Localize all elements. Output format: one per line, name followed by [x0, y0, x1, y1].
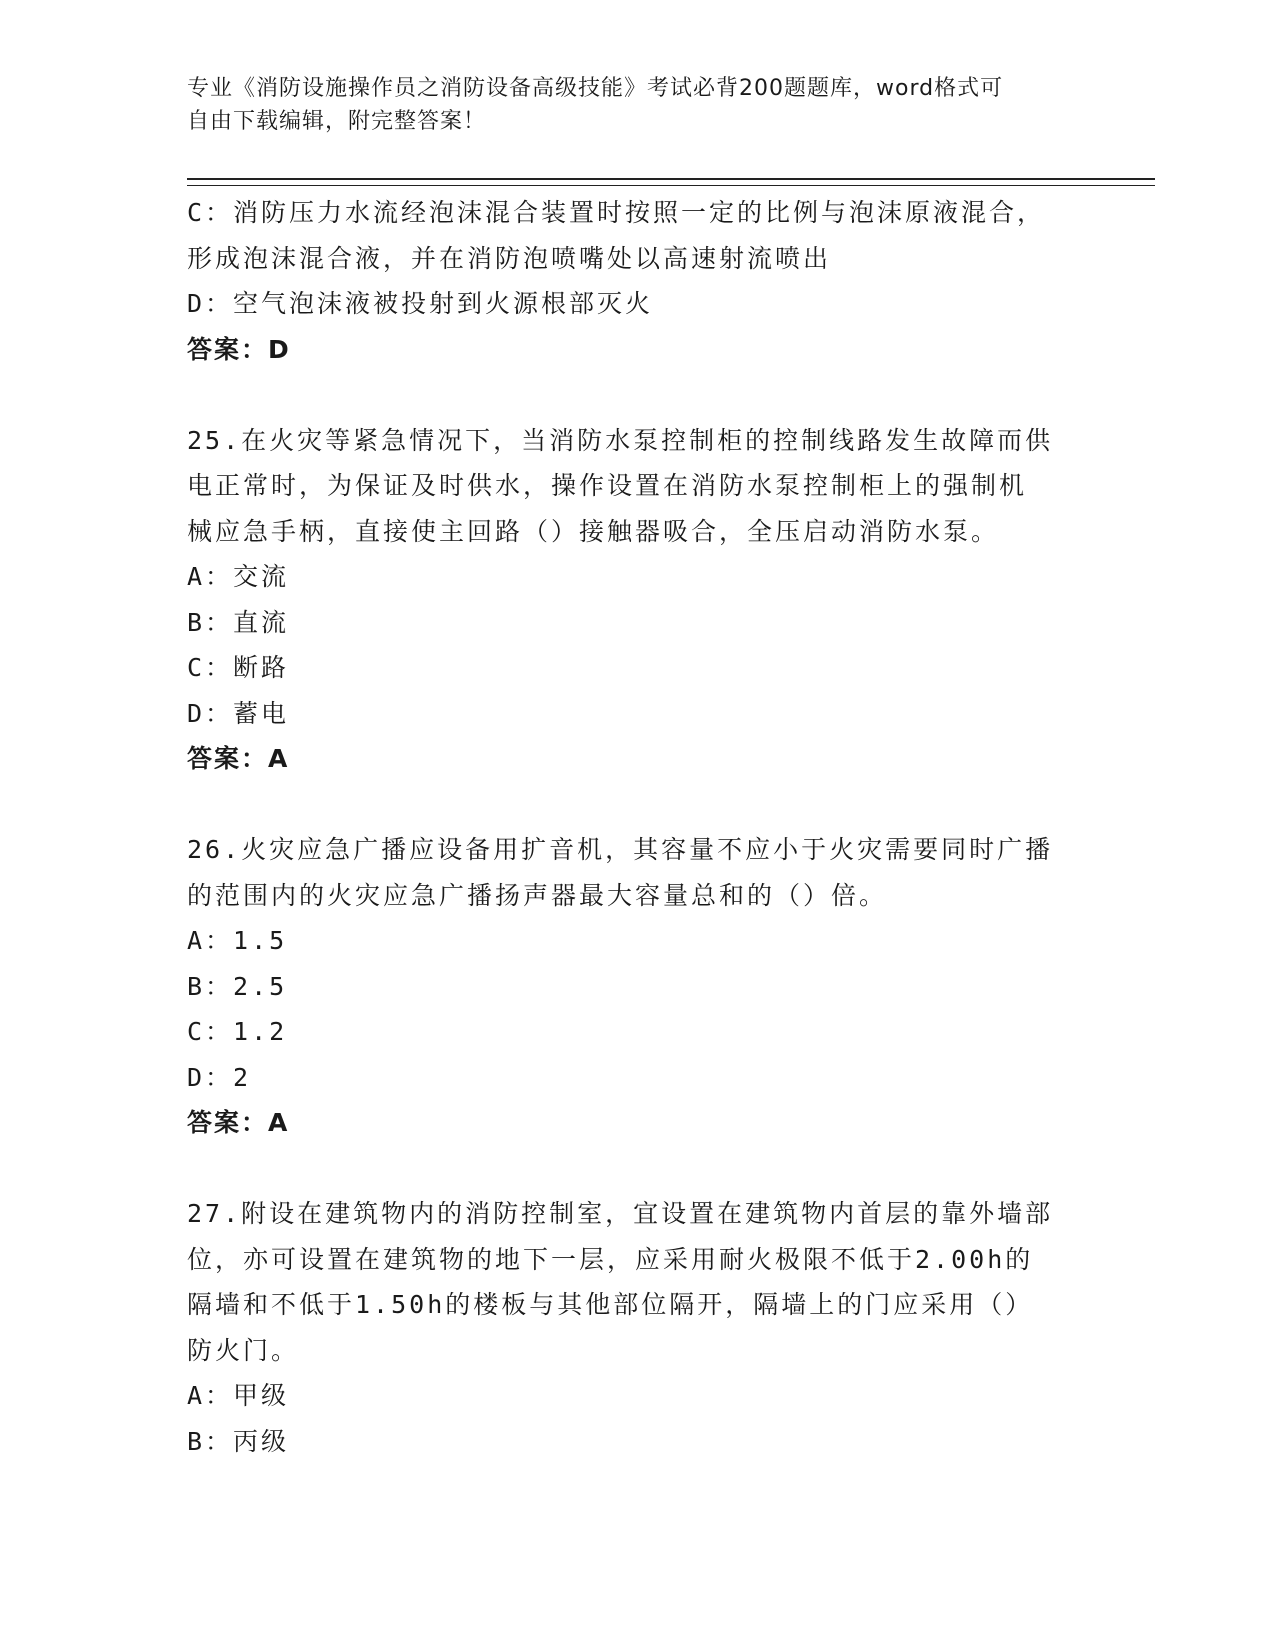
option-c-line-1: C：消防压力水流经泡沫混合装置时按照一定的比例与泡沫原液混合， — [187, 198, 1046, 227]
option-c: C：断路 — [187, 653, 290, 682]
option-d: D：2 — [187, 1062, 252, 1092]
answer: 答案：A — [187, 744, 290, 773]
spacer — [187, 372, 1087, 418]
option-d: D：蓄电 — [187, 698, 290, 728]
spacer — [187, 1146, 1087, 1192]
question-text-line-2: 电正常时，为保证及时供水，操作设置在消防水泵控制柜上的强制机 — [187, 471, 1028, 500]
answer: 答案：D — [187, 334, 291, 364]
question-text-line-1: 25.在火灾等紧急情况下，当消防水泵控制柜的控制线路发生故障而供 — [187, 425, 1054, 455]
option-d: D：空气泡沫液被投射到火源根部灭火 — [187, 289, 654, 318]
question-text-line-2: 的范围内的火灾应急广播扬声器最大容量总和的（）倍。 — [187, 880, 888, 910]
question-24-continued — [187, 190, 1087, 372]
option-c-line-2: 形成泡沫混合液，并在消防泡喷嘴处以高速射流喷出 — [187, 243, 832, 273]
document-body — [187, 190, 1087, 1464]
question-text-line-3: 械应急手柄，直接使主回路（）接触器吸合，全压启动消防水泵。 — [187, 516, 1000, 546]
question-25 — [187, 418, 1087, 782]
option-a: A：交流 — [187, 562, 290, 591]
question-text-line-1: 26.火灾应急广播应设备用扩音机，其容量不应小于火灾需要同时广播 — [187, 835, 1054, 864]
question-26 — [187, 827, 1087, 1146]
page-header — [187, 72, 1087, 138]
question-text-line-1: 27.附设在建筑物内的消防控制室，宜设置在建筑物内首层的靠外墙部 — [187, 1199, 1054, 1228]
question-text-line-3: 隔墙和不低于1.50h的楼板与其他部位隔开，隔墙上的门应采用（） — [187, 1290, 1034, 1319]
spacer — [187, 782, 1087, 828]
option-b: B：直流 — [187, 607, 290, 637]
question-text-line-2: 位，亦可设置在建筑物的地下一层，应采用耐火极限不低于2.00h的 — [187, 1244, 1034, 1274]
option-c: C：1.2 — [187, 1017, 288, 1046]
header-divider — [187, 178, 1155, 186]
option-b: B：2.5 — [187, 971, 288, 1001]
header-line-1: 专业《消防设施操作员之消防设备高级技能》考试必背200题题库，word格式可 — [187, 76, 1004, 101]
question-text-line-4: 防火门。 — [187, 1335, 300, 1365]
header-line-2: 自由下载编辑，附完整答案！ — [187, 109, 487, 134]
option-b: B：丙级 — [187, 1426, 290, 1456]
answer: 答案：A — [187, 1108, 290, 1137]
question-27 — [187, 1191, 1087, 1464]
option-a: A：甲级 — [187, 1381, 290, 1410]
option-a: A：1.5 — [187, 926, 288, 955]
